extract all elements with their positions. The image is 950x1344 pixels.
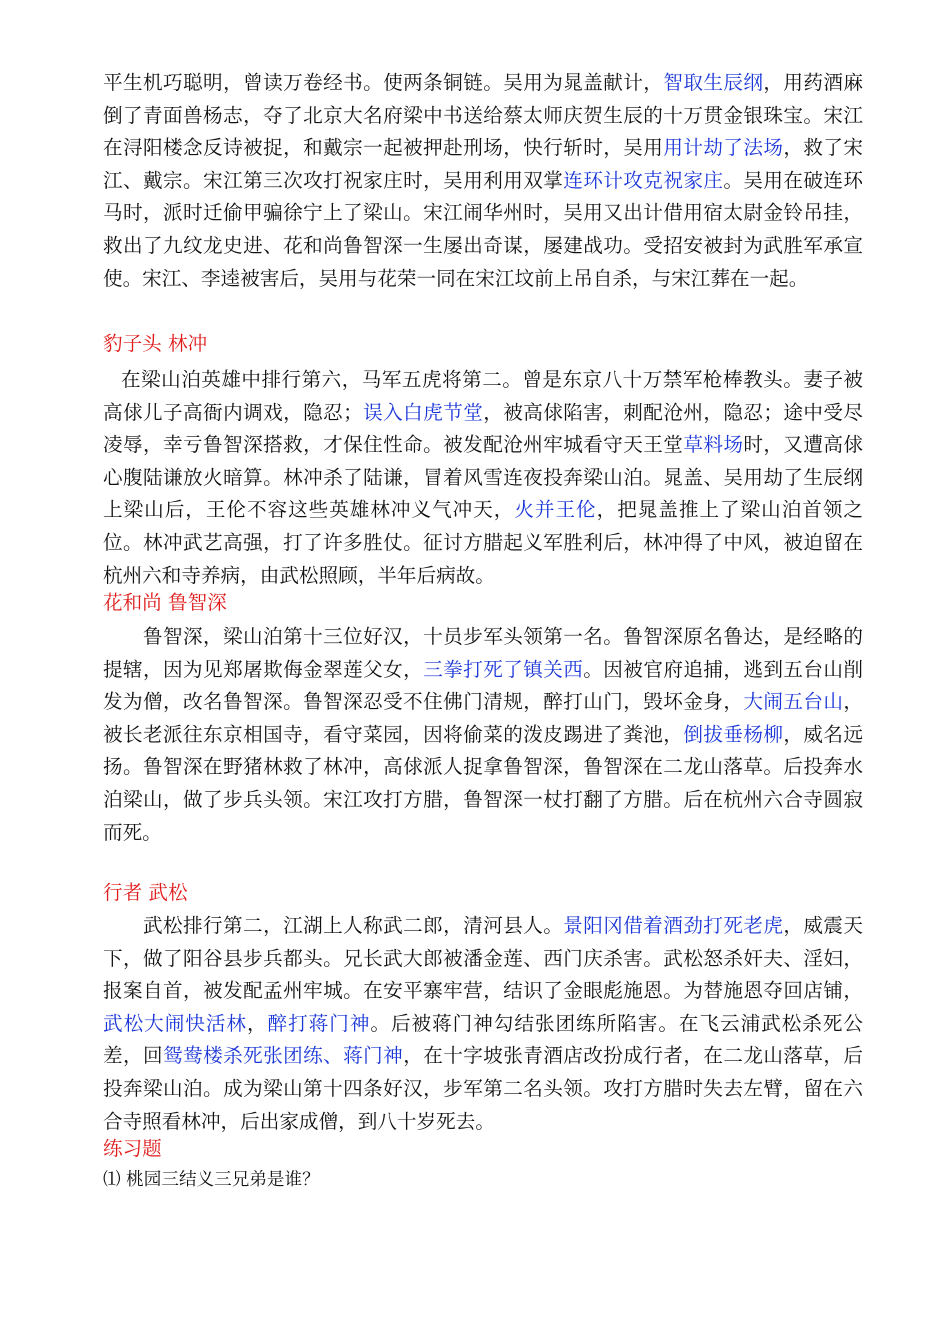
body-text: 。吴用在破连环马时，派时迁偷甲骗徐宁上了梁山。宋江闹华州时，吴用又出计借用宿太尉金铃吊挂，救出了九纹龙史进、花和尚鲁智深一生屡出奇谋，屡建战功。受招安被封为武胜军承宣使。宋江、李逵被害后，吴用与花荣一同在宋江坟前上吊自杀，与宋江葬在一起。 — [103, 168, 864, 290]
highlighted-phrase: 误入白虎节堂 — [362, 400, 484, 424]
highlighted-phrase: 三拳打死了镇关西 — [423, 657, 584, 681]
highlighted-phrase: 鸳鸯楼杀死张团练、蒋门神 — [163, 1044, 404, 1068]
body-text: 平生机巧聪明，曾读万卷经书。使两条铜链。吴用为晁盖献计， — [103, 71, 664, 94]
highlighted-phrase: 草料场 — [683, 433, 744, 457]
body-text: ，被长老派往东京相国寺，看守菜园，因将偷菜的泼皮踢进了粪池， — [103, 690, 864, 746]
body-text: 在梁山泊英雄中排行第六，马军五虎将第二。曾是东京八十万禁军枪棒教头。妻子被高俅儿子高衙内调戏，隐忍； — [103, 368, 863, 424]
highlighted-phrase: 倒拔垂杨柳 — [683, 722, 784, 746]
body-text: ，在十字坡张青酒店改扮成行者，在二龙山落草，后投奔梁山泊。成为梁山第十四条好汉，步军第二名头领。攻打方腊时失去左臂，留在六合寺照看林冲，后出家成僧，到八十岁死去。 — [103, 1044, 864, 1133]
body-text: 鲁智深，梁山泊第十三位好汉，十员步军头领第一名。鲁智深原名鲁达，是经略的提辖，因为见郑屠欺侮金翠莲父女， — [103, 625, 863, 681]
body-text: 时，又遭高俅心腹陆谦放火暗算。林冲杀了陆谦，冒着风雪连夜投奔梁山泊。晁盖、吴用劫了生辰纲上梁山后，王伦不容这些英雄林冲义气冲天， — [103, 433, 864, 522]
section-heading-wusong: 行者 武松 — [103, 881, 188, 904]
body-text: ，用药酒麻倒了青面兽杨志，夺了北京大名府梁中书送给蔡太师庆贺生辰的十万贯金银珠宝。宋江在浔阳楼念反诗被捉，和戴宗一起被押赴刑场，快行斩时，吴用 — [103, 71, 864, 160]
body-text: 武松排行第二，江湖上人称武二郎，清河县人。 — [143, 914, 564, 937]
paragraph-wusong — [103, 910, 863, 1138]
paragraph-wuyong — [103, 67, 863, 295]
body-text: ，威名远扬。鲁智深在野猪林救了林冲，高俅派人捉拿鲁智深，鲁智深在二龙山落草。后投奔水泊梁山，做了步兵头领。宋江攻打方腊，鲁智深一杖打翻了方腊。后在杭州六合寺圆寂而死。 — [103, 722, 864, 844]
exercise-question: ⑴ 桃园三结义三兄弟是谁？ — [103, 1170, 320, 1190]
paragraph-luzhishen — [103, 621, 863, 849]
exercises-heading: 练习题 — [103, 1137, 162, 1160]
body-text: ，威震天下，做了阳谷县步兵都头。兄长武大郎被潘金莲、西门庆杀害。武松怒杀奸夫、淫妇，报案自首，被发配孟州牢城。在安平寨牢营，结识了金眼彪施恩。为替施恩夺回店铺， — [103, 914, 864, 1003]
highlighted-phrase: 醉打蒋门神 — [267, 1011, 371, 1035]
body-text: ， — [246, 1011, 268, 1035]
body-text: ，被高俅陷害，刺配沧州，隐忍；途中受尽凌辱，幸亏鲁智深搭救，才保住性命。被发配沧州牢城看守天王堂 — [103, 400, 864, 457]
highlighted-phrase: 火并王伦 — [514, 498, 597, 522]
highlighted-phrase: 武松大闹快活林 — [103, 1011, 247, 1035]
section-heading-linchong: 豹子头 林冲 — [103, 332, 208, 355]
body-text: 。后被蒋门神勾结张团练所陷害。在飞云浦武松杀死公差，回 — [103, 1011, 864, 1068]
highlighted-phrase: 用计劫了法场 — [663, 136, 784, 160]
highlighted-phrase: 景阳冈借着酒劲打死老虎 — [563, 914, 784, 937]
body-text: 。因被官府追捕，逃到五台山削发为僧，改名鲁智深。鲁智深忍受不住佛门清规，醉打山门，毁坏金身， — [103, 657, 864, 714]
highlighted-phrase: 连环计攻克祝家庄 — [563, 168, 724, 192]
highlighted-phrase: 智取生辰纲 — [663, 71, 764, 94]
highlighted-phrase: 大闹五台山 — [743, 690, 844, 714]
body-text: ，把晁盖推上了梁山泊首领之位。林冲武艺高强，打了许多胜仗。征讨方腊起义军胜利后，林冲得了中风，被迫留在杭州六和寺养病，由武松照顾，半年后病故。 — [103, 498, 864, 587]
body-text: ，救了宋江、戴宗。宋江第三次攻打祝家庄时，吴用利用双掌 — [103, 136, 864, 192]
section-heading-luzhishen: 花和尚 鲁智深 — [103, 591, 227, 614]
paragraph-linchong — [103, 364, 863, 592]
